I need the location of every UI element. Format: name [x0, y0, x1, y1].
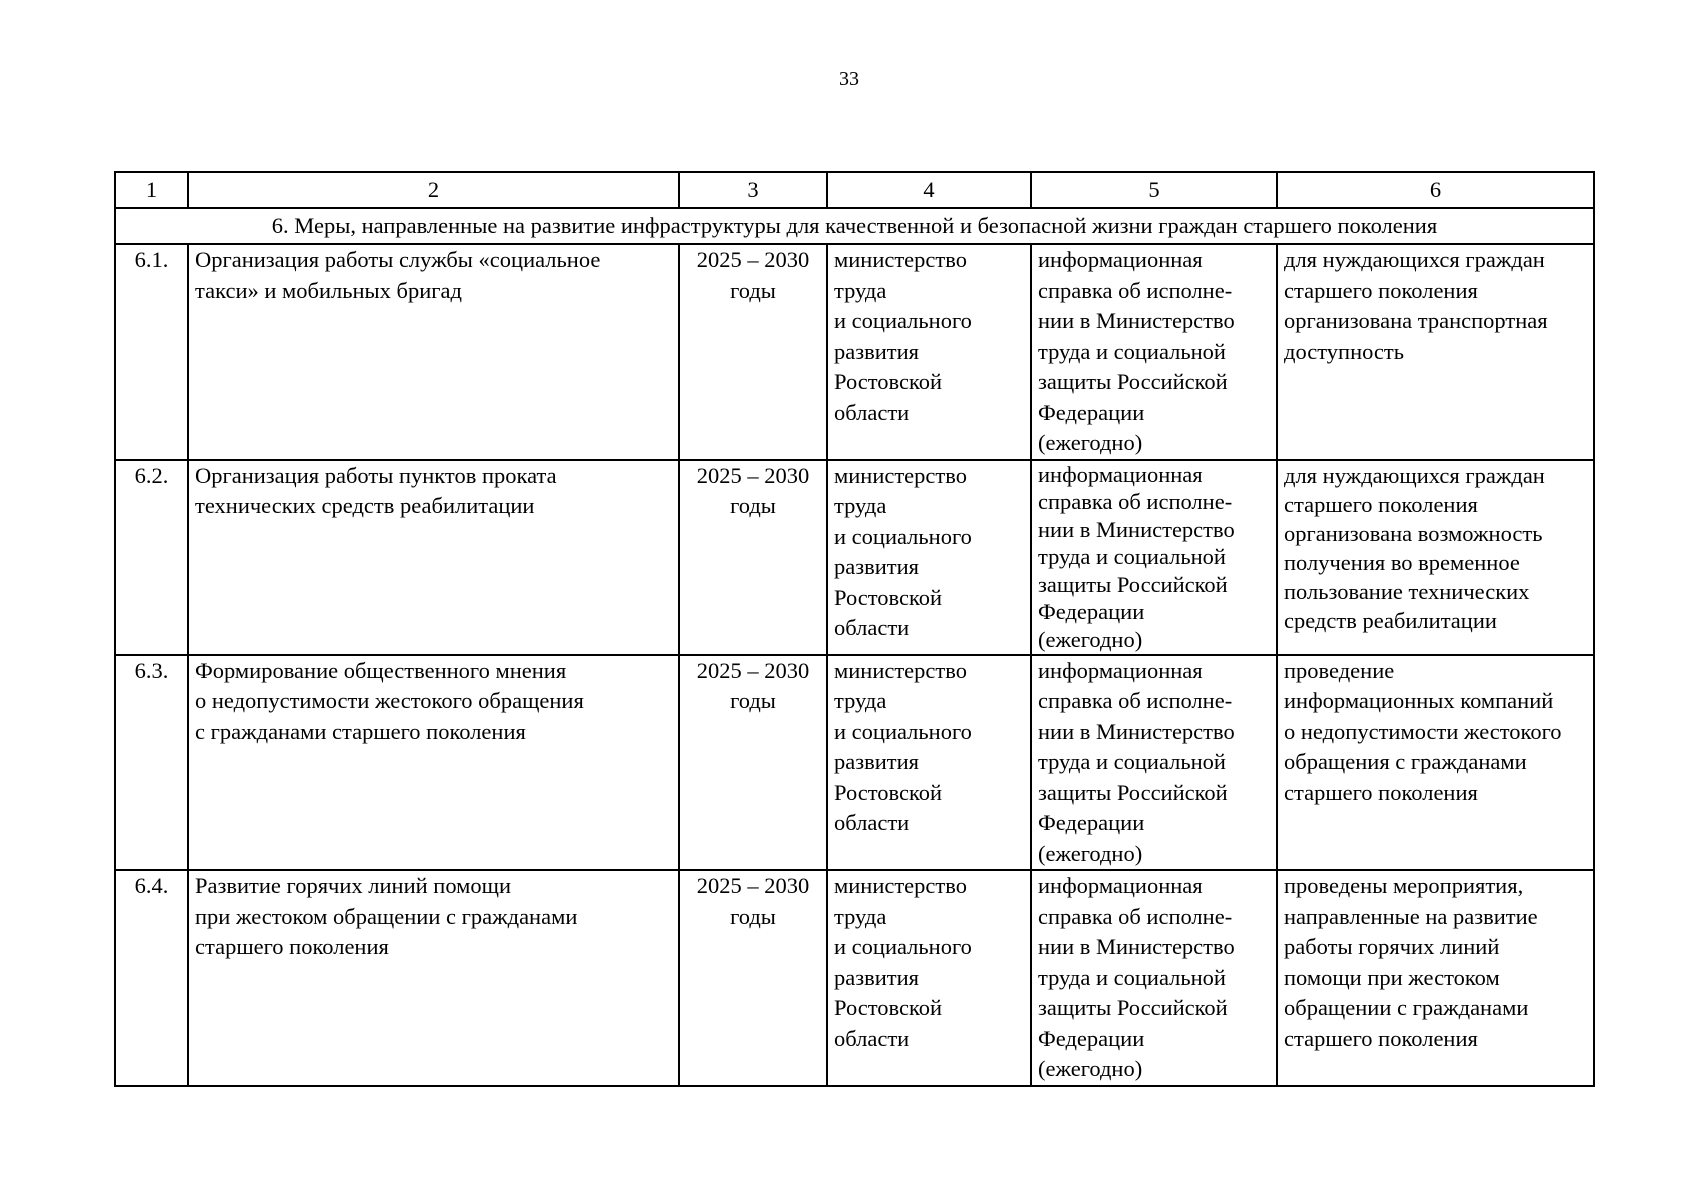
row-number: 6.1. — [115, 244, 188, 460]
section-title: 6. Меры, направленные на развитие инфраструктуры для качественной и безопасной жизни граждан старшего поколения — [115, 208, 1594, 244]
measure-cell — [188, 870, 679, 1086]
period-cell — [679, 655, 827, 871]
period-text: 2025 – 2030 годы — [696, 657, 810, 713]
report-text: информационная справка об исполне- нии в Министерство труда и социальной защиты Российской Федерации (ежегодно) — [1038, 247, 1235, 455]
executor-cell — [827, 460, 1031, 655]
measures-table — [114, 171, 1595, 1087]
executor-text: министерство труда и социального развития Ростовской области — [834, 873, 972, 1051]
result-text: для нуждающихся граждан старшего поколения организована транспортная доступность — [1284, 247, 1548, 364]
result-cell — [1277, 244, 1594, 460]
header-col-5: 5 — [1031, 172, 1277, 208]
result-cell — [1277, 870, 1594, 1086]
result-text: проведены мероприятия, направленные на развитие работы горячих линий помощи при жестоком обращении с гражданами старшего поколения — [1284, 873, 1538, 1051]
period-cell — [679, 870, 827, 1086]
period-text: 2025 – 2030 годы — [696, 462, 810, 518]
executor-cell — [827, 244, 1031, 460]
header-col-3: 3 — [679, 172, 827, 208]
table-row — [115, 244, 1594, 460]
section-row — [115, 208, 1594, 244]
measure-cell — [188, 655, 679, 871]
report-cell — [1031, 244, 1277, 460]
measure-text: Организация работы службы «социальное такси» и мобильных бригад — [195, 247, 601, 303]
report-text: информационная справка об исполне- нии в Министерство труда и социальной защиты Российской Федерации (ежегодно) — [1038, 461, 1235, 652]
period-cell — [679, 244, 827, 460]
report-text: информационная справка об исполне- нии в Министерство труда и социальной защиты Российской Федерации (ежегодно) — [1038, 657, 1235, 866]
row-number: 6.4. — [115, 870, 188, 1086]
row-number: 6.2. — [115, 460, 188, 655]
executor-text: министерство труда и социального развития Ростовской области — [834, 657, 972, 835]
period-text: 2025 – 2030 годы — [696, 873, 810, 929]
executor-cell — [827, 870, 1031, 1086]
result-text: проведение информационных компаний о недопустимости жестокого обращения с гражданами старшего поколения — [1284, 657, 1562, 805]
table-row — [115, 460, 1594, 655]
header-col-6: 6 — [1277, 172, 1594, 208]
report-text: информационная справка об исполне- нии в Министерство труда и социальной защиты Российской Федерации (ежегодно) — [1038, 873, 1235, 1081]
row-number: 6.3. — [115, 655, 188, 871]
header-col-2: 2 — [188, 172, 679, 208]
result-cell — [1277, 655, 1594, 871]
header-col-4: 4 — [827, 172, 1031, 208]
period-text: 2025 – 2030 годы — [696, 247, 810, 303]
measure-text: Организация работы пунктов проката технических средств реабилитации — [195, 462, 557, 518]
table-row — [115, 870, 1594, 1086]
table-row — [115, 655, 1594, 871]
measure-cell — [188, 460, 679, 655]
header-col-1: 1 — [115, 172, 188, 208]
report-cell — [1031, 655, 1277, 871]
page-number: 33 — [839, 68, 859, 90]
measure-cell — [188, 244, 679, 460]
period-cell — [679, 460, 827, 655]
executor-text: министерство труда и социального развития Ростовской области — [834, 247, 972, 425]
result-cell — [1277, 460, 1594, 655]
report-cell — [1031, 460, 1277, 655]
report-cell — [1031, 870, 1277, 1086]
measure-text: Формирование общественного мнения о недопустимости жестокого обращения с гражданами старшего поколения — [195, 657, 584, 744]
result-text: для нуждающихся граждан старшего поколения организована возможность получения во временное пользование технических средств реабилитации — [1284, 462, 1545, 633]
executor-cell — [827, 655, 1031, 871]
measure-text: Развитие горячих линий помощи при жестоком обращении с гражданами старшего поколения — [195, 873, 578, 959]
executor-text: министерство труда и социального развития Ростовской области — [834, 462, 972, 640]
table-header-row — [115, 172, 1594, 208]
